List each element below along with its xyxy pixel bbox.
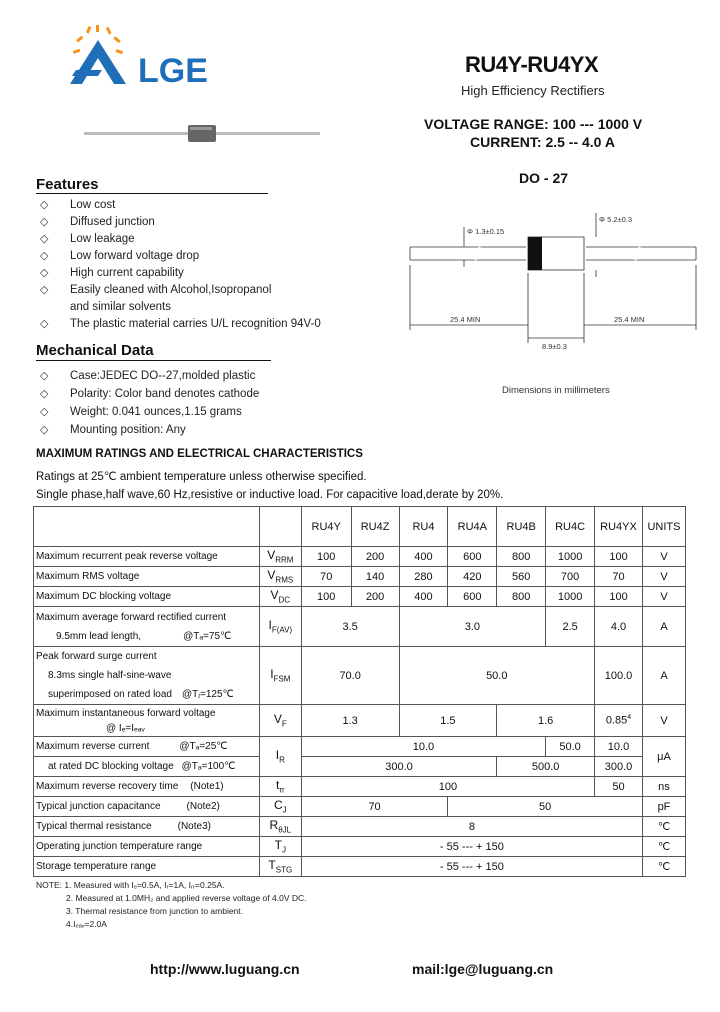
table-row: Maximum RMS voltage $V_{RMS}$ 70 140 280 420 560 700 70 V <box>34 567 686 587</box>
features-rule <box>36 193 268 194</box>
list-item: ◇ High current capability <box>36 265 321 282</box>
list-item: and similar solvents <box>70 301 171 313</box>
current-range: CURRENT: 2.5 -- 4.0 A <box>470 134 615 150</box>
column-header: RU4YX <box>595 507 643 547</box>
bullet-icon: ◇ <box>40 216 49 228</box>
features-heading: Features <box>36 176 99 193</box>
table-row: Typical thermal resistance (Note3) $R_{\theta JL}$ 8 ℃ <box>34 817 686 837</box>
body-length-label: 8.9±0.3 <box>542 342 567 351</box>
note-line: 3. Thermal resistance from junction to ambient. <box>66 906 244 916</box>
table-row: Typical junction capacitance (Note2) $C_J$ 70 50 pF <box>34 797 686 817</box>
table-row: Peak forward surge current 8.3ms single half-sine-wave superimposed on rated load @Tⱼ=125℃ $I_{FSM}$ 70.0 50.0 100.0 A <box>34 647 686 705</box>
mechanical-rule <box>36 360 271 361</box>
body-diameter-label: Φ 5.2±0.3 <box>599 215 633 224</box>
list-item: ◇ Weight: 0.041 ounces,1.15 grams <box>36 403 259 421</box>
footer-website-link[interactable]: http://www.luguang.cn <box>150 961 300 977</box>
note-line: 2. Measured at 1.0MH₂ and applied reverse voltage of 4.0V DC. <box>66 893 307 903</box>
list-item: ◇ Polarity: Color band denotes cathode <box>36 385 259 403</box>
bullet-icon: ◇ <box>40 267 49 279</box>
bullet-icon: ◇ <box>40 199 49 211</box>
logo-text: LGE <box>138 52 208 90</box>
bullet-icon: ◇ <box>40 424 49 436</box>
list-item: ◇ Low forward voltage drop <box>36 248 321 265</box>
ratings-line-1: Ratings at 25℃ ambient temperature unless otherwise specified. <box>36 471 367 483</box>
list-item: ◇ The plastic material carries U/L recognition 94V-0 <box>36 316 321 333</box>
ratings-line-2: Single phase,half wave,60 Hz,resistive or inductive load. For capacitive load,derate by 20%. <box>36 489 504 501</box>
table-row: Maximum average forward rectified current 9.5mm lead length, @Tₐ=75℃ $I_{F(AV)}$ 3.5 3.0 2.5 4.0 A <box>34 607 686 647</box>
list-item: ◇ Diffused junction <box>36 214 321 231</box>
column-header: RU4B <box>497 507 546 547</box>
note-line: 4.Iₑₐᵥ=2.0A <box>66 919 107 929</box>
list-item: ◇ Mounting position: Any <box>36 421 259 439</box>
note-line: NOTE: 1. Measured with Iₑ=0.5A, Iᵣ=1A, Iᵣᵣ=0.25A. <box>36 880 225 890</box>
bullet-icon: ◇ <box>40 250 49 262</box>
list-item: ◇ Low cost <box>36 197 321 214</box>
table-row: Maximum DC blocking voltage $V_{DC}$ 100 200 400 600 800 1000 100 V <box>34 587 686 607</box>
table-row: Maximum reverse current @Tₐ=25℃ $I_R$ 10.0 50.0 10.0 μA <box>34 737 686 757</box>
lge-logo <box>62 24 242 94</box>
column-header: RU4Y <box>301 507 351 547</box>
package-name: DO - 27 <box>519 170 569 186</box>
lead-diameter-label: Φ 1.3±0.15 <box>467 227 505 236</box>
table-row: Maximum reverse recovery time (Note1) $t_{rr}$ 100 50 ns <box>34 777 686 797</box>
mechanical-heading: Mechanical Data <box>36 342 154 359</box>
list-item: ◇ Case:JEDEC DO--27,molded plastic <box>36 367 259 385</box>
spec-table <box>33 506 686 877</box>
list-item: ◇ Easily cleaned with Alcohol,Isopropanol <box>36 282 321 299</box>
bullet-icon: ◇ <box>40 406 49 418</box>
voltage-range: VOLTAGE RANGE: 100 --- 1000 V <box>424 116 643 132</box>
column-header: RU4Z <box>351 507 399 547</box>
bullet-icon: ◇ <box>40 233 49 245</box>
features-list <box>36 197 321 333</box>
table-row: Operating junction temperature range $T_J$ - 55 --- + 150 ℃ <box>34 837 686 857</box>
table-row: at rated DC blocking voltage @Tₐ=100℃ 300.0 500.0 300.0 <box>34 757 686 777</box>
column-header: RU4A <box>448 507 497 547</box>
triangle-mark-icon <box>70 40 126 84</box>
dimension-note: Dimensions in millimeters <box>502 385 610 396</box>
bullet-icon: ◇ <box>40 388 49 400</box>
footer-email-link[interactable]: mail:lge@luguang.cn <box>412 961 554 977</box>
notes <box>36 879 307 931</box>
list-item: ◇ Low leakage <box>36 231 321 248</box>
mechanical-list <box>36 367 259 439</box>
page-subtitle: High Efficiency Rectifiers <box>461 83 605 98</box>
bullet-icon: ◇ <box>40 370 49 382</box>
cathode-band <box>528 237 542 270</box>
page-title: RU4Y-RU4YX <box>465 52 599 77</box>
bullet-icon: ◇ <box>40 284 49 296</box>
dimension-drawing <box>400 205 700 355</box>
column-header: RU4 <box>399 507 448 547</box>
lead-length-left-label: 25.4 MIN <box>450 315 481 324</box>
diode-photo <box>84 122 320 146</box>
table-row: Maximum instantaneous forward voltage @ Iₑ=Iₑₐᵥ $V_F$ 1.3 1.5 1.6 0.85$^4$ V <box>34 705 686 737</box>
table-header-row <box>34 507 686 547</box>
bullet-icon: ◇ <box>40 318 49 330</box>
column-header: UNITS <box>642 507 685 547</box>
column-header: RU4C <box>546 507 595 547</box>
lead-length-right-label: 25.4 MIN <box>614 315 645 324</box>
table-row: Maximum recurrent peak reverse voltage $V_{RRM}$ 100 200 400 600 800 1000 100 V <box>34 547 686 567</box>
table-row: Storage temperature range $T_{STG}$ - 55 --- + 150 ℃ <box>34 857 686 877</box>
ratings-heading: MAXIMUM RATINGS AND ELECTRICAL CHARACTERISTICS <box>36 448 363 460</box>
